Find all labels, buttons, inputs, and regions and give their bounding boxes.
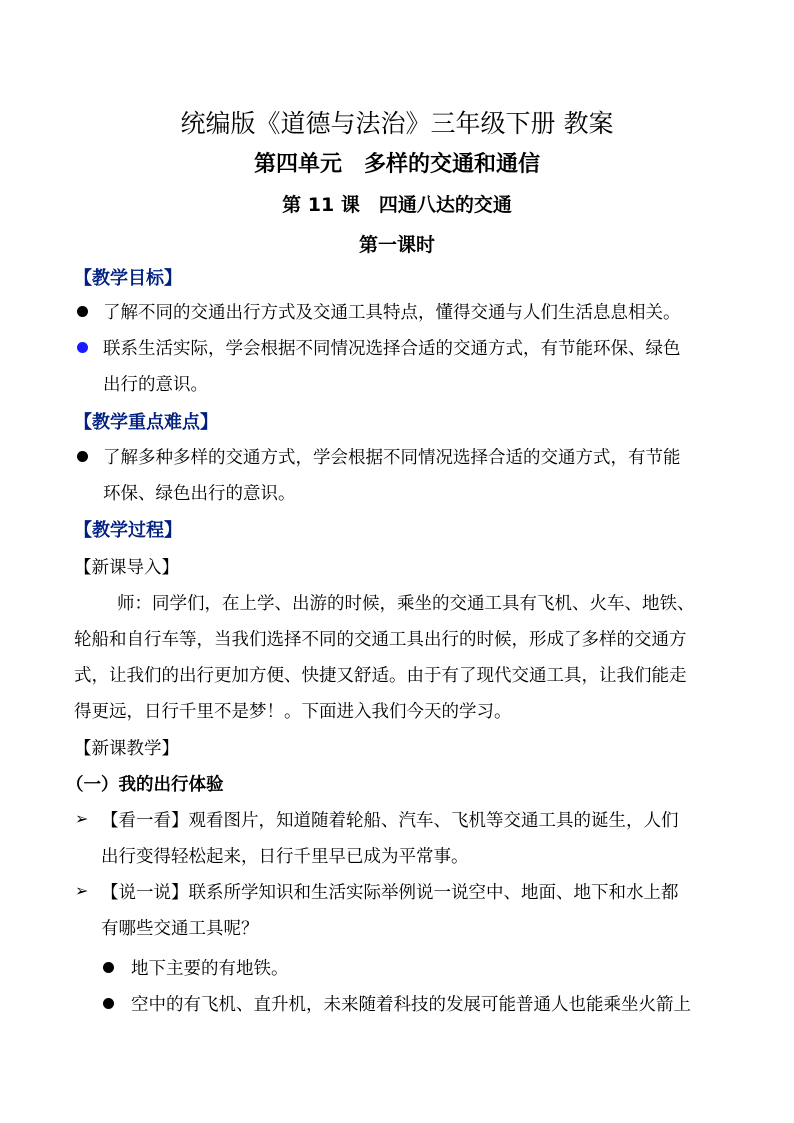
intro-label: 【新课导入】	[74, 558, 179, 578]
objective-2-cont: 出行的意识。	[103, 375, 208, 395]
say-point-2: 空中的有飞机、直升机，未来随着科技的发展可能普通人也能乘坐火箭上	[131, 995, 691, 1015]
objectives-heading: 【教学目标】	[74, 268, 182, 289]
intro-line-4: 得更远，日行千里不是梦！。下面进入我们今天的学习。	[74, 702, 512, 722]
intro-line-3: 式，让我们的出行更加方便、快捷又舒适。由于有了现代交通工具，让我们能走	[74, 666, 687, 686]
arrow-bullet-icon: ➢	[75, 881, 89, 900]
intro-line-2: 轮船和自行车等，当我们选择不同的交通工具出行的时候，形成了多样的交通方	[74, 630, 687, 650]
say-point-1: 地下主要的有地铁。	[131, 959, 289, 979]
objective-2: 联系生活实际，学会根据不同情况选择合适的交通方式，有节能环保、绿色	[103, 339, 681, 359]
objective-1: 了解不同的交通出行方式及交通工具特点，懂得交通与人们生活息息相关。	[103, 303, 681, 323]
say-line-1: 【说一说】联系所学知识和生活实际举例说一说空中、地面、地下和水上都	[101, 883, 679, 903]
document-title: 统编版《道德与法治》三年级下册 教案	[180, 109, 614, 138]
process-heading: 【教学过程】	[74, 520, 182, 541]
look-line-2: 出行变得轻松起来，日行千里早已成为平常事。	[101, 847, 469, 867]
lesson-title: 第 11 课 四通八达的交通	[282, 194, 512, 216]
teach-label: 【新课教学】	[74, 739, 179, 759]
keypoint-1-cont: 环保、绿色出行的意识。	[103, 484, 296, 504]
arrow-bullet-icon: ➢	[75, 809, 89, 828]
bullet-icon	[77, 342, 88, 353]
bullet-icon	[77, 451, 88, 462]
intro-line-1: 师：同学们，在上学、出游的时候，乘坐的交通工具有飞机、火车、地铁、	[117, 594, 695, 614]
period-title: 第一课时	[358, 234, 435, 256]
part1-title: （一）我的出行体验	[66, 775, 224, 795]
keypoints-heading: 【教学重点难点】	[74, 412, 218, 433]
say-line-2: 有哪些交通工具呢？	[101, 919, 259, 939]
bullet-icon	[103, 998, 114, 1009]
unit-title: 第四单元 多样的交通和通信	[253, 152, 540, 177]
bullet-icon	[77, 306, 88, 317]
bullet-icon	[103, 962, 114, 973]
look-line-1: 【看一看】观看图片，知道随着轮船、汽车、飞机等交通工具的诞生，人们	[101, 811, 679, 831]
keypoint-1: 了解多种多样的交通方式，学会根据不同情况选择合适的交通方式，有节能	[103, 448, 681, 468]
